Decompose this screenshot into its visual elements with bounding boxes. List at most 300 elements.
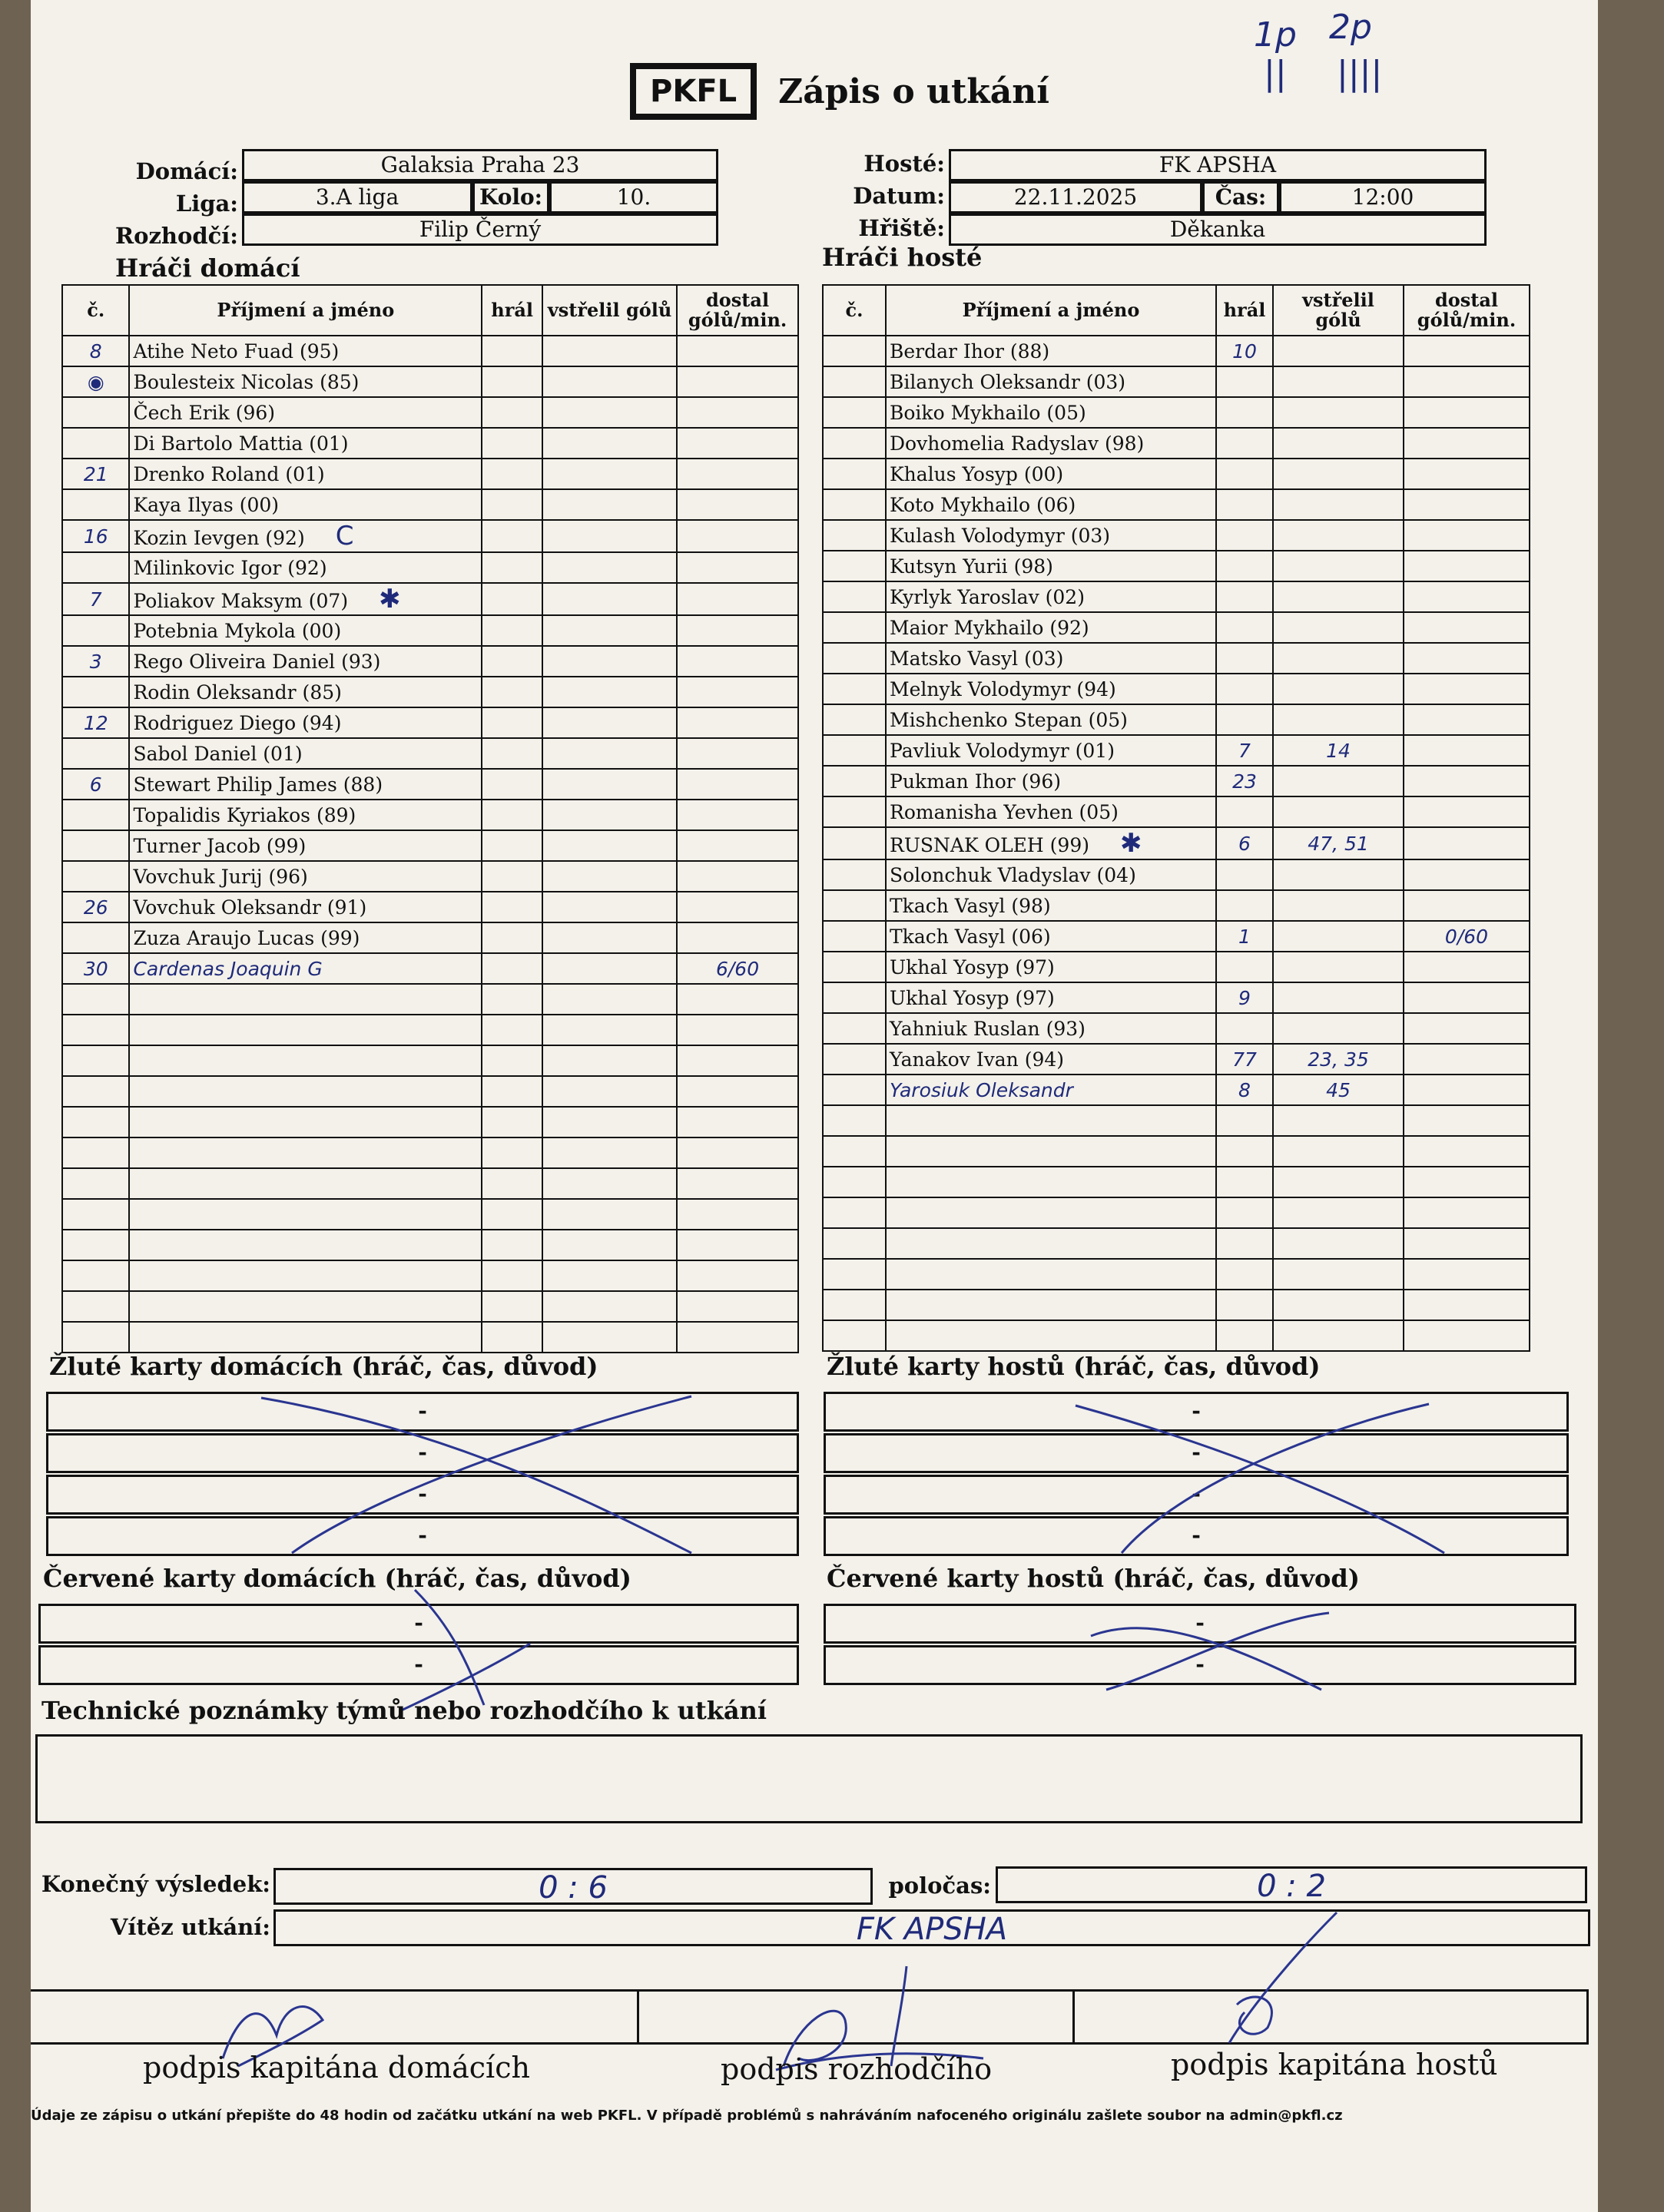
halftime-label: poločas:	[888, 1873, 991, 1899]
empty-cell	[1404, 1290, 1530, 1320]
played-cell: 23	[1216, 766, 1273, 796]
table-row	[823, 1105, 1530, 1136]
empty-cell	[129, 1137, 482, 1168]
scored-cell	[1273, 766, 1404, 796]
empty-cell	[823, 1259, 886, 1290]
player-name-text: Yarosiuk Oleksandr	[890, 1078, 1073, 1101]
player-name-text: Maior Mykhailo (92)	[890, 616, 1089, 639]
empty-cell	[62, 1107, 129, 1137]
player-name	[886, 489, 1216, 520]
player-number	[823, 952, 886, 982]
played-cell	[1216, 459, 1273, 489]
player-name-text: Matsko Vasyl (03)	[890, 647, 1064, 670]
guest-players-title: Hráči hosté	[822, 243, 983, 272]
table-row	[62, 769, 798, 800]
first-half-note: 1p	[1254, 15, 1297, 55]
table-row	[62, 615, 798, 646]
card-row: -	[824, 1433, 1569, 1473]
player-name	[886, 827, 1216, 859]
player-number	[823, 397, 886, 428]
conceded-cell	[1404, 336, 1530, 366]
home-team-field: Galaksia Praha 23	[242, 149, 718, 181]
table-row	[62, 953, 798, 984]
table-row	[62, 1168, 798, 1199]
table-row	[62, 861, 798, 892]
empty-cell	[542, 1107, 677, 1137]
table-row	[823, 921, 1530, 952]
player-name-text: Solonchuk Vladyslav (04)	[890, 863, 1136, 886]
player-number	[823, 982, 886, 1013]
played-cell	[1216, 366, 1273, 397]
col-name: Příjmení a jméno	[886, 285, 1216, 336]
conceded-cell	[1404, 766, 1530, 796]
table-row	[823, 1013, 1530, 1044]
empty-cell	[129, 984, 482, 1015]
empty-cell	[1216, 1105, 1273, 1136]
table-row	[62, 336, 798, 366]
card-row: -	[824, 1516, 1569, 1556]
player-name	[129, 830, 482, 861]
yellow-cards-home-title: Žluté karty domácích (hráč, čas, důvod)	[49, 1352, 598, 1381]
scored-cell	[1273, 921, 1404, 952]
empty-cell	[129, 1322, 482, 1353]
card-row: -	[824, 1392, 1569, 1432]
table-row	[823, 704, 1530, 735]
empty-cell	[886, 1136, 1216, 1167]
empty-cell	[542, 1260, 677, 1291]
player-number: 30	[62, 953, 129, 984]
empty-cell	[823, 1320, 886, 1351]
player-number: 8	[62, 336, 129, 366]
empty-cell	[542, 1015, 677, 1045]
played-cell	[482, 769, 542, 800]
played-cell	[482, 583, 542, 615]
empty-cell	[482, 1322, 542, 1353]
yellow-cards-guest-title: Žluté karty hostů (hráč, čas, důvod)	[827, 1352, 1321, 1381]
conceded-cell	[1404, 397, 1530, 428]
scored-cell	[1273, 428, 1404, 459]
player-number	[62, 489, 129, 520]
played-cell	[1216, 859, 1273, 890]
player-name	[129, 583, 482, 615]
time-label-box: Čas:	[1202, 181, 1279, 214]
red-guest-strikeout	[1076, 1598, 1352, 1697]
empty-cell	[886, 1105, 1216, 1136]
scored-cell: 14	[1273, 735, 1404, 766]
scored-cell	[1273, 612, 1404, 643]
col-conceded: dostal gólů/min.	[1404, 285, 1530, 336]
player-name	[129, 707, 482, 738]
conceded-cell	[1404, 982, 1530, 1013]
empty-cell	[542, 984, 677, 1015]
table-row	[62, 489, 798, 520]
table-row	[62, 922, 798, 953]
player-number	[823, 827, 886, 859]
empty-cell	[1273, 1105, 1404, 1136]
guest-players-table	[822, 284, 1530, 1352]
scored-cell	[1273, 859, 1404, 890]
played-cell	[1216, 704, 1273, 735]
card-row: -	[46, 1516, 799, 1556]
player-number	[823, 612, 886, 643]
conceded-cell	[1404, 1075, 1530, 1105]
player-name	[129, 489, 482, 520]
player-name-text: Stewart Philip James (88)	[133, 773, 383, 796]
scored-cell	[542, 953, 677, 984]
player-number: 21	[62, 459, 129, 489]
scored-cell	[542, 800, 677, 830]
date-field: 22.11.2025	[949, 181, 1202, 214]
player-name-text: Rego Oliveira Daniel (93)	[133, 650, 381, 673]
empty-cell	[1216, 1290, 1273, 1320]
player-mark: ✱	[1120, 828, 1142, 859]
table-row	[62, 892, 798, 922]
scored-cell	[542, 336, 677, 366]
conceded-cell	[1404, 581, 1530, 612]
table-row	[823, 336, 1530, 366]
empty-cell	[1273, 1136, 1404, 1167]
player-number	[62, 677, 129, 707]
scored-cell	[1273, 366, 1404, 397]
conceded-cell	[1404, 459, 1530, 489]
played-cell	[1216, 520, 1273, 551]
player-name-text: Pukman Ihor (96)	[890, 770, 1061, 793]
player-number: 26	[62, 892, 129, 922]
empty-cell	[482, 1260, 542, 1291]
empty-cell	[1216, 1259, 1273, 1290]
played-cell	[482, 428, 542, 459]
table-row	[62, 707, 798, 738]
empty-cell	[823, 1167, 886, 1197]
table-row	[62, 800, 798, 830]
played-cell	[1216, 612, 1273, 643]
scored-cell	[1273, 336, 1404, 366]
document-title: Zápis o utkání	[778, 71, 1050, 111]
played-cell	[482, 738, 542, 769]
player-name-text: Drenko Roland (01)	[133, 462, 325, 485]
empty-cell	[129, 1045, 482, 1076]
empty-cell	[1216, 1197, 1273, 1228]
col-conceded: dostal gólů/min.	[677, 285, 798, 336]
conceded-cell	[677, 800, 798, 830]
empty-cell	[1273, 1320, 1404, 1351]
date-label: Datum:	[853, 183, 945, 209]
player-name-text: Melnyk Volodymyr (94)	[890, 677, 1116, 700]
empty-cell	[62, 1168, 129, 1199]
conceded-cell	[677, 583, 798, 615]
home-players-table	[61, 284, 799, 1353]
played-cell: 9	[1216, 982, 1273, 1013]
player-name-text: Potebnia Mykola (00)	[133, 619, 342, 642]
empty-cell	[677, 1107, 798, 1137]
table-row	[62, 1107, 798, 1137]
player-number	[62, 738, 129, 769]
player-name	[886, 1044, 1216, 1075]
conceded-cell	[677, 646, 798, 677]
player-name-text: Mishchenko Stepan (05)	[890, 708, 1128, 731]
played-cell	[482, 800, 542, 830]
player-number	[823, 890, 886, 921]
player-name	[129, 953, 482, 984]
scored-cell	[1273, 704, 1404, 735]
player-number	[823, 551, 886, 581]
player-number	[823, 489, 886, 520]
player-number	[823, 366, 886, 397]
table-row	[62, 1291, 798, 1322]
played-cell	[482, 892, 542, 922]
player-name	[886, 674, 1216, 704]
home-captain-signature-label: podpis kapitána domácích	[143, 2051, 530, 2085]
player-name	[886, 1013, 1216, 1044]
halftime-score-field: 0 : 2	[996, 1866, 1587, 1903]
table-row	[62, 1199, 798, 1230]
played-cell	[1216, 1013, 1273, 1044]
played-cell	[482, 397, 542, 428]
guest-captain-signature-label: podpis kapitána hostů	[1171, 2048, 1498, 2081]
table-row	[62, 520, 798, 552]
player-number	[62, 800, 129, 830]
player-name-text: Tkach Vasyl (98)	[890, 894, 1051, 917]
card-row: -	[46, 1392, 799, 1432]
table-row	[62, 646, 798, 677]
player-name-text: Kozin Ievgen (92)	[133, 527, 305, 549]
empty-cell	[1404, 1197, 1530, 1228]
player-number	[823, 1075, 886, 1105]
empty-cell	[1273, 1167, 1404, 1197]
empty-cell	[823, 1105, 886, 1136]
player-name-text: Yanakov Ivan (94)	[890, 1048, 1065, 1071]
player-number	[62, 861, 129, 892]
scored-cell	[542, 922, 677, 953]
empty-cell	[542, 1291, 677, 1322]
col-scored: vstřelil gólů	[542, 285, 677, 336]
conceded-cell	[1404, 366, 1530, 397]
conceded-cell	[677, 861, 798, 892]
scored-cell	[1273, 581, 1404, 612]
empty-cell	[677, 1137, 798, 1168]
player-name-text: Tkach Vasyl (06)	[890, 925, 1051, 948]
scored-cell	[542, 738, 677, 769]
player-name-text: Bilanych Oleksandr (03)	[890, 370, 1126, 393]
player-name-text: Yahniuk Ruslan (93)	[890, 1017, 1086, 1040]
table-row	[823, 1044, 1530, 1075]
round-field: 10.	[549, 181, 718, 214]
player-name	[129, 520, 482, 552]
player-number	[823, 643, 886, 674]
player-name	[886, 796, 1216, 827]
player-name	[129, 459, 482, 489]
col-number: č.	[62, 285, 129, 336]
player-name	[129, 892, 482, 922]
empty-cell	[482, 1015, 542, 1045]
scored-cell	[1273, 952, 1404, 982]
player-name	[886, 921, 1216, 952]
conceded-cell	[1404, 674, 1530, 704]
player-name-text: Pavliuk Volodymyr (01)	[890, 739, 1115, 762]
player-name-text: Khalus Yosyp (00)	[890, 462, 1064, 485]
scored-cell	[542, 552, 677, 583]
empty-cell	[129, 1168, 482, 1199]
player-number	[823, 1044, 886, 1075]
table-row	[62, 1015, 798, 1045]
empty-cell	[677, 1291, 798, 1322]
empty-cell	[542, 1168, 677, 1199]
player-mark: ✱	[379, 584, 401, 614]
scored-cell	[1273, 1013, 1404, 1044]
empty-cell	[1273, 1228, 1404, 1259]
player-number	[823, 704, 886, 735]
player-name	[129, 769, 482, 800]
empty-cell	[129, 1230, 482, 1260]
played-cell	[482, 520, 542, 552]
empty-cell	[1404, 1136, 1530, 1167]
conceded-cell	[677, 769, 798, 800]
league-field: 3.A liga	[242, 181, 472, 214]
scored-cell	[1273, 489, 1404, 520]
player-name	[129, 861, 482, 892]
referee-label: Rozhodčí:	[115, 223, 238, 249]
player-name	[886, 735, 1216, 766]
empty-cell	[886, 1197, 1216, 1228]
scored-cell	[542, 615, 677, 646]
conceded-cell	[677, 489, 798, 520]
conceded-cell	[1404, 551, 1530, 581]
conceded-cell	[677, 366, 798, 397]
pitch-field: Děkanka	[949, 214, 1487, 246]
referee-field: Filip Černý	[242, 214, 718, 246]
player-number: 3	[62, 646, 129, 677]
player-name	[129, 615, 482, 646]
empty-cell	[1273, 1290, 1404, 1320]
scored-cell	[1273, 982, 1404, 1013]
conceded-cell	[677, 615, 798, 646]
played-cell	[1216, 397, 1273, 428]
empty-cell	[1216, 1167, 1273, 1197]
empty-cell	[62, 984, 129, 1015]
player-name	[886, 704, 1216, 735]
conceded-cell: 0/60	[1404, 921, 1530, 952]
player-name	[129, 646, 482, 677]
played-cell	[1216, 489, 1273, 520]
player-name	[129, 366, 482, 397]
conceded-cell	[677, 707, 798, 738]
player-number	[62, 615, 129, 646]
player-name	[886, 336, 1216, 366]
empty-cell	[886, 1259, 1216, 1290]
empty-cell	[677, 1015, 798, 1045]
player-number	[823, 336, 886, 366]
empty-cell	[482, 1107, 542, 1137]
played-cell	[482, 615, 542, 646]
player-name-text: Romanisha Yevhen (05)	[890, 800, 1119, 823]
played-cell	[482, 552, 542, 583]
scored-cell	[1273, 459, 1404, 489]
player-number	[62, 830, 129, 861]
player-number: 7	[62, 583, 129, 615]
empty-cell	[542, 1076, 677, 1107]
conceded-cell	[1404, 827, 1530, 859]
scored-cell	[542, 769, 677, 800]
notes-title: Technické poznámky týmů nebo rozhodčího k utkání	[41, 1696, 767, 1725]
empty-cell	[677, 1260, 798, 1291]
played-cell: 7	[1216, 735, 1273, 766]
table-row	[823, 428, 1530, 459]
player-name-text: Rodriguez Diego (94)	[133, 711, 342, 734]
table-row	[823, 551, 1530, 581]
empty-cell	[823, 1197, 886, 1228]
player-number	[823, 520, 886, 551]
scored-cell	[542, 489, 677, 520]
player-name-text: Čech Erik (96)	[133, 401, 276, 424]
empty-cell	[482, 1230, 542, 1260]
table-row	[62, 583, 798, 615]
empty-cell	[886, 1228, 1216, 1259]
player-name	[886, 859, 1216, 890]
conceded-cell	[1404, 796, 1530, 827]
player-name-text: Turner Jacob (99)	[133, 834, 307, 857]
home-players-title: Hráči domácí	[115, 253, 300, 283]
empty-cell	[886, 1290, 1216, 1320]
table-row	[62, 1045, 798, 1076]
second-half-tally: ||||	[1337, 54, 1383, 93]
player-name	[886, 428, 1216, 459]
empty-cell	[62, 1260, 129, 1291]
empty-cell	[1404, 1320, 1530, 1351]
empty-cell	[823, 1136, 886, 1167]
conceded-cell	[1404, 643, 1530, 674]
empty-cell	[62, 1015, 129, 1045]
card-row: -	[38, 1645, 799, 1685]
table-row	[62, 1137, 798, 1168]
empty-cell	[542, 1137, 677, 1168]
player-name	[886, 982, 1216, 1013]
scored-cell: 47, 51	[1273, 827, 1404, 859]
player-name	[886, 366, 1216, 397]
guest-table-header	[823, 285, 1530, 336]
player-mark: C	[335, 521, 354, 551]
empty-cell	[482, 1168, 542, 1199]
card-row: -	[824, 1475, 1569, 1515]
player-name-text: Cardenas Joaquin G	[133, 957, 323, 980]
table-row	[823, 397, 1530, 428]
conceded-cell	[677, 428, 798, 459]
table-row	[823, 674, 1530, 704]
player-name	[886, 581, 1216, 612]
player-number	[62, 922, 129, 953]
table-row	[62, 459, 798, 489]
played-cell	[482, 922, 542, 953]
empty-cell	[482, 1199, 542, 1230]
table-row	[62, 1230, 798, 1260]
empty-cell	[482, 1137, 542, 1168]
table-row	[823, 489, 1530, 520]
conceded-cell	[1404, 612, 1530, 643]
player-name	[129, 677, 482, 707]
player-name-text: Milinkovic Igor (92)	[133, 556, 327, 579]
empty-cell	[1404, 1105, 1530, 1136]
empty-cell	[886, 1320, 1216, 1351]
report-header	[630, 63, 1049, 120]
played-cell: 8	[1216, 1075, 1273, 1105]
player-name-text: Vovchuk Jurij (96)	[133, 865, 308, 888]
round-label-box: Kolo:	[472, 181, 549, 214]
player-name-text: Sabol Daniel (01)	[133, 742, 303, 765]
empty-cell	[677, 1076, 798, 1107]
conceded-cell	[677, 336, 798, 366]
player-number	[823, 674, 886, 704]
empty-cell	[482, 1076, 542, 1107]
scored-cell	[542, 646, 677, 677]
